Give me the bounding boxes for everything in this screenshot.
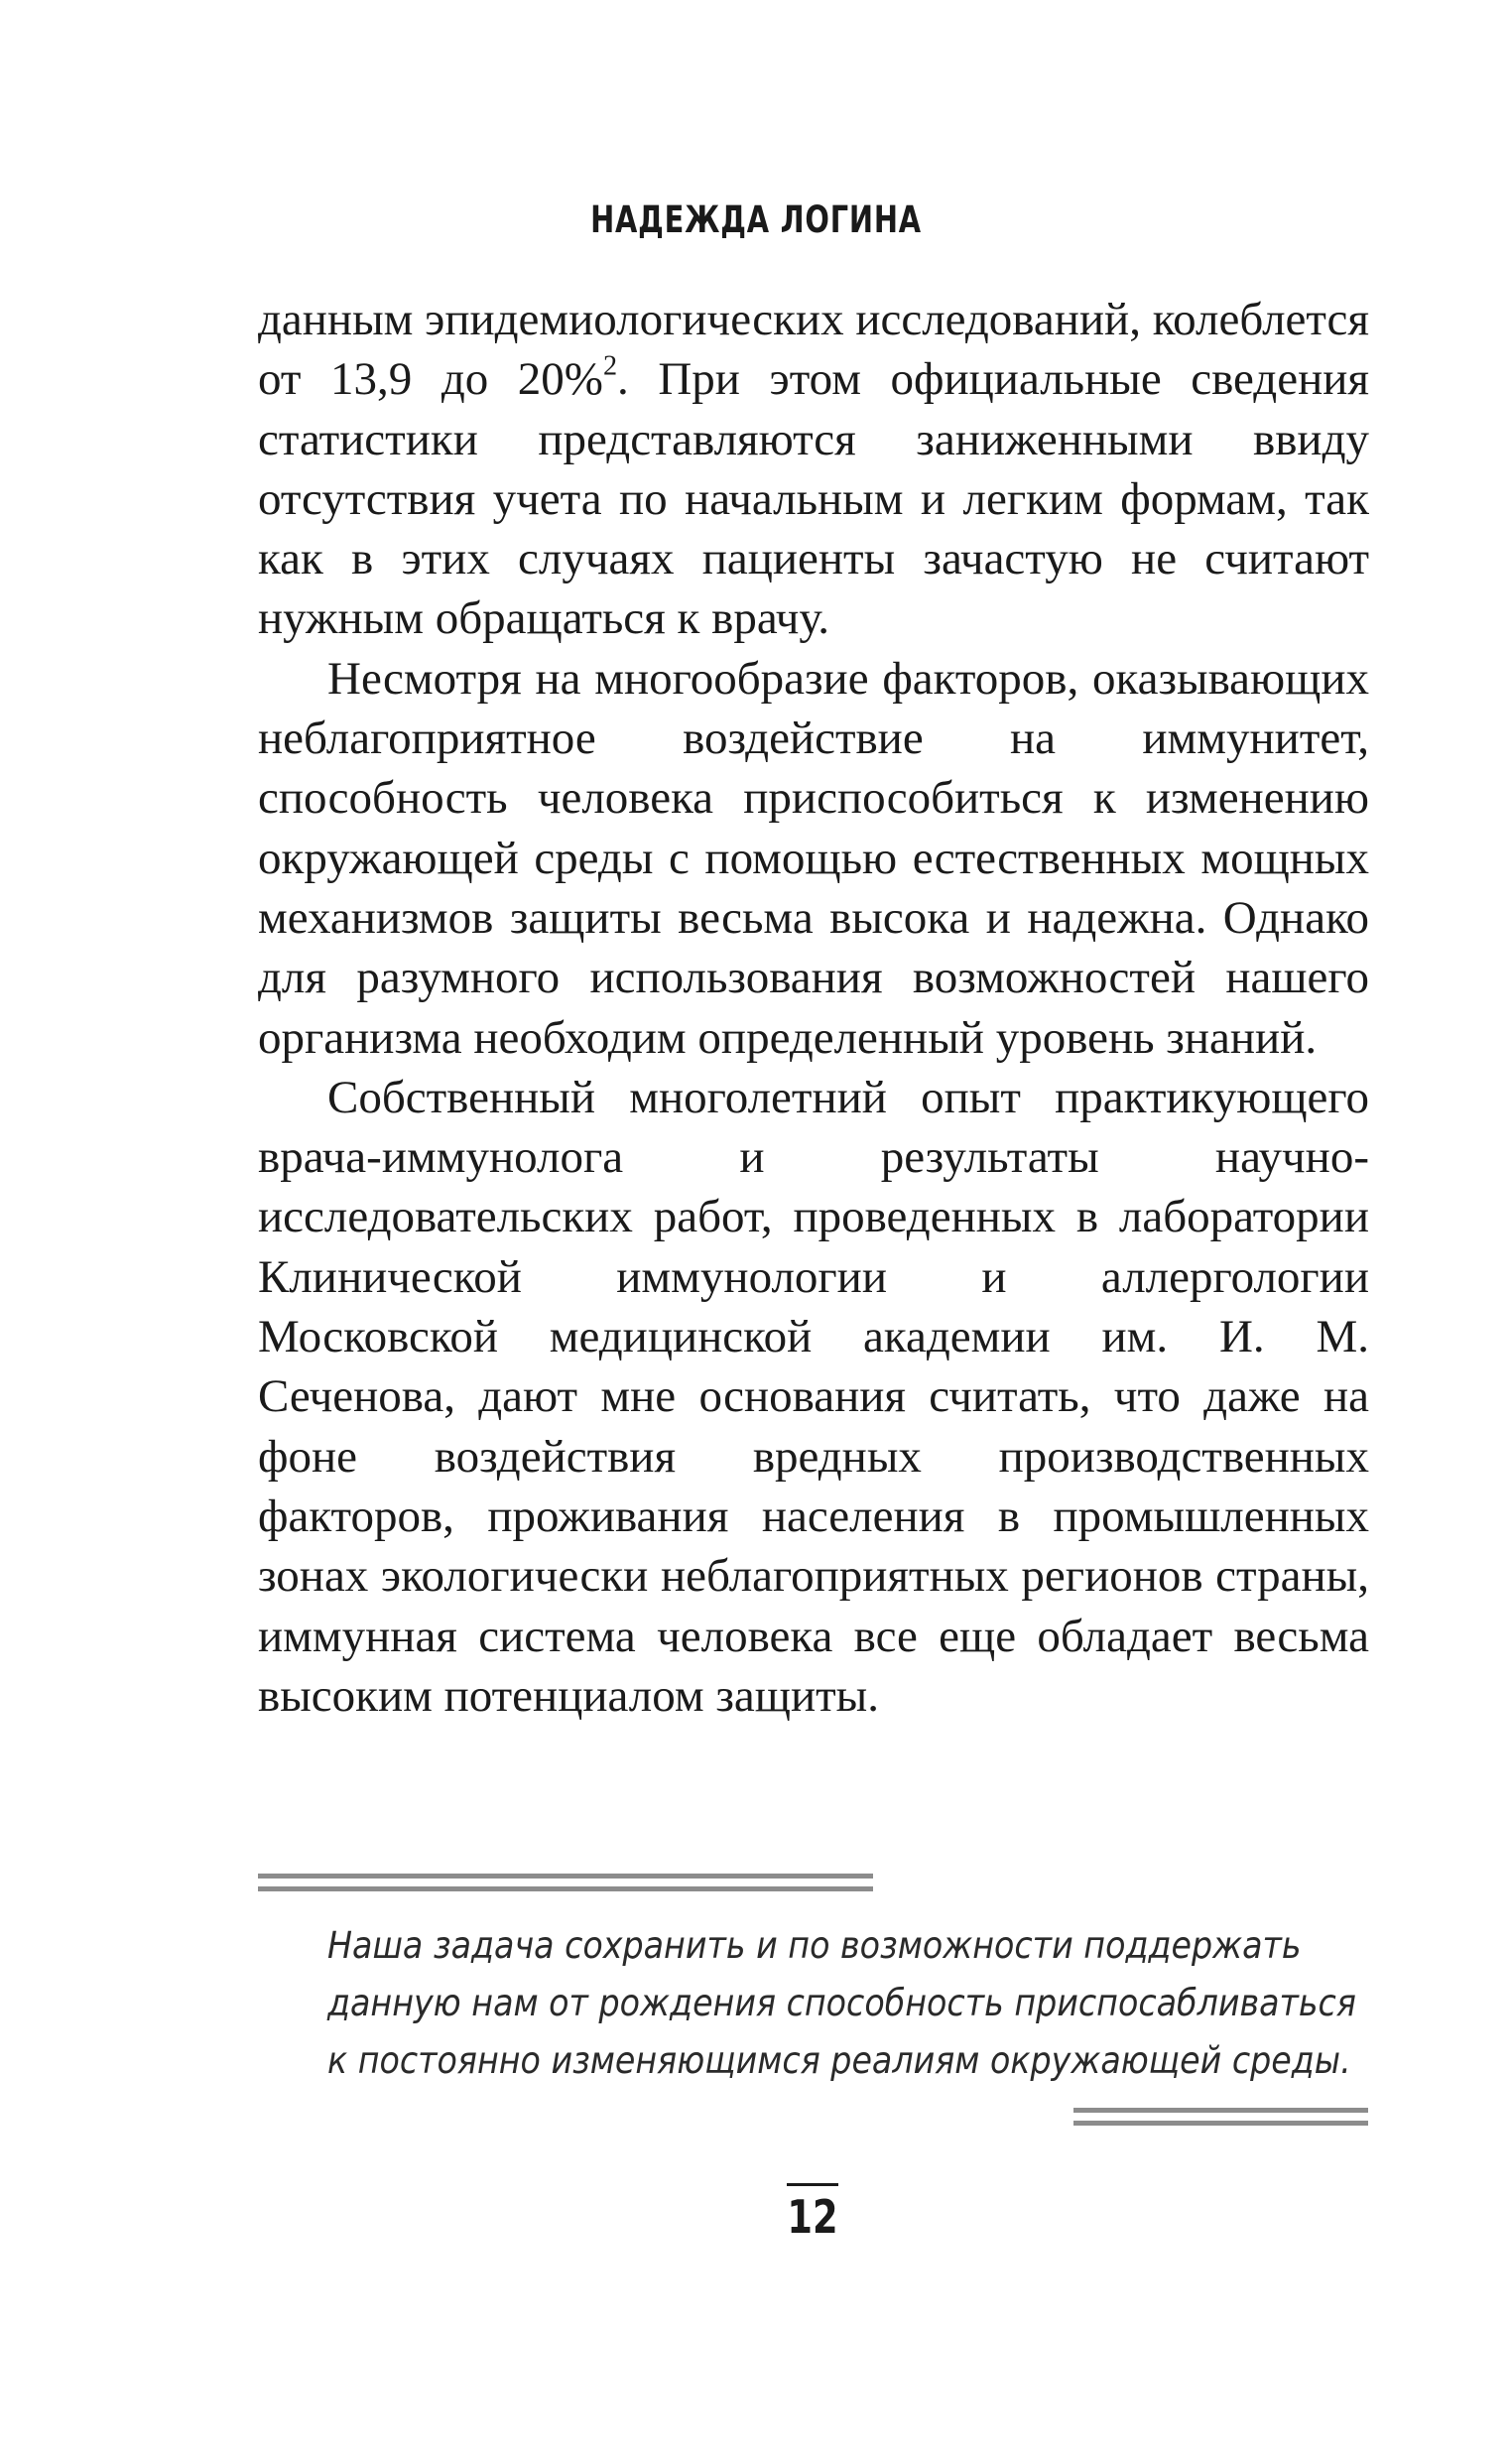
callout-top-rule-line [258,1874,873,1879]
callout-top-rule-line [258,1886,873,1891]
paragraph-2: Несмотря на многообразие факторов, оказывающих неблагоприятное воздействие на иммунитет, способность человека приспособиться к изменению окружающей среды с помощью естественных мощных механизмов защиты весьма высока и надежна. Однако для разумного использования возможностей нашего организма необходим определенный уровень знаний. [258,652,1369,1064]
running-head: НАДЕЖДА ЛОГИНА [590,198,922,241]
paragraph-1 [258,290,1369,649]
callout-top-rule [258,1874,873,1893]
callout-quote [327,1917,1356,2090]
callout-bottom-rule-line [1073,2108,1368,2113]
paragraph-1-text: данным эпидемиологических исследований, колеблется от 13,9 до 20% [258,294,1369,406]
page-number: 12 [787,2190,838,2244]
paragraph-1-text-continued: . При этом официальные сведения статистики представляются заниженными ввиду отсутствия учета по начальным и легким формам, так как в этих случаях пациенты зачастую не считают нужным обращаться к врачу. [258,353,1369,645]
paragraph-3: Собственный многолетний опыт практикующего врача-иммунолога и результаты научно-исследовательских работ, проведенных в лаборатории Клинической иммунологии и аллергологии Московской медицинской академии им. И. М. Сеченова, дают мне основания считать, что даже на фоне воздействия вредных производственных факторов, проживания населения в промышленных зонах экологически неблагоприятных регионов страны, иммунная система человека все еще обладает весьма высоким потенциалом защиты. [258,1071,1369,1722]
callout-line-2: данную нам от рождения способность приспосабливаться [327,1982,1356,2024]
callout-bottom-rule [1073,2108,1368,2128]
footnote-marker[interactable]: 2 [602,350,618,382]
callout-line-1: Наша задача сохранить и по возможности поддержать [327,1924,1302,1967]
callout-line-3: к постоянно изменяющимся реалиям окружающей среды. [327,2039,1351,2082]
page-number-rule [787,2183,838,2186]
body-text [258,290,1369,1726]
callout-bottom-rule-line [1073,2121,1368,2126]
